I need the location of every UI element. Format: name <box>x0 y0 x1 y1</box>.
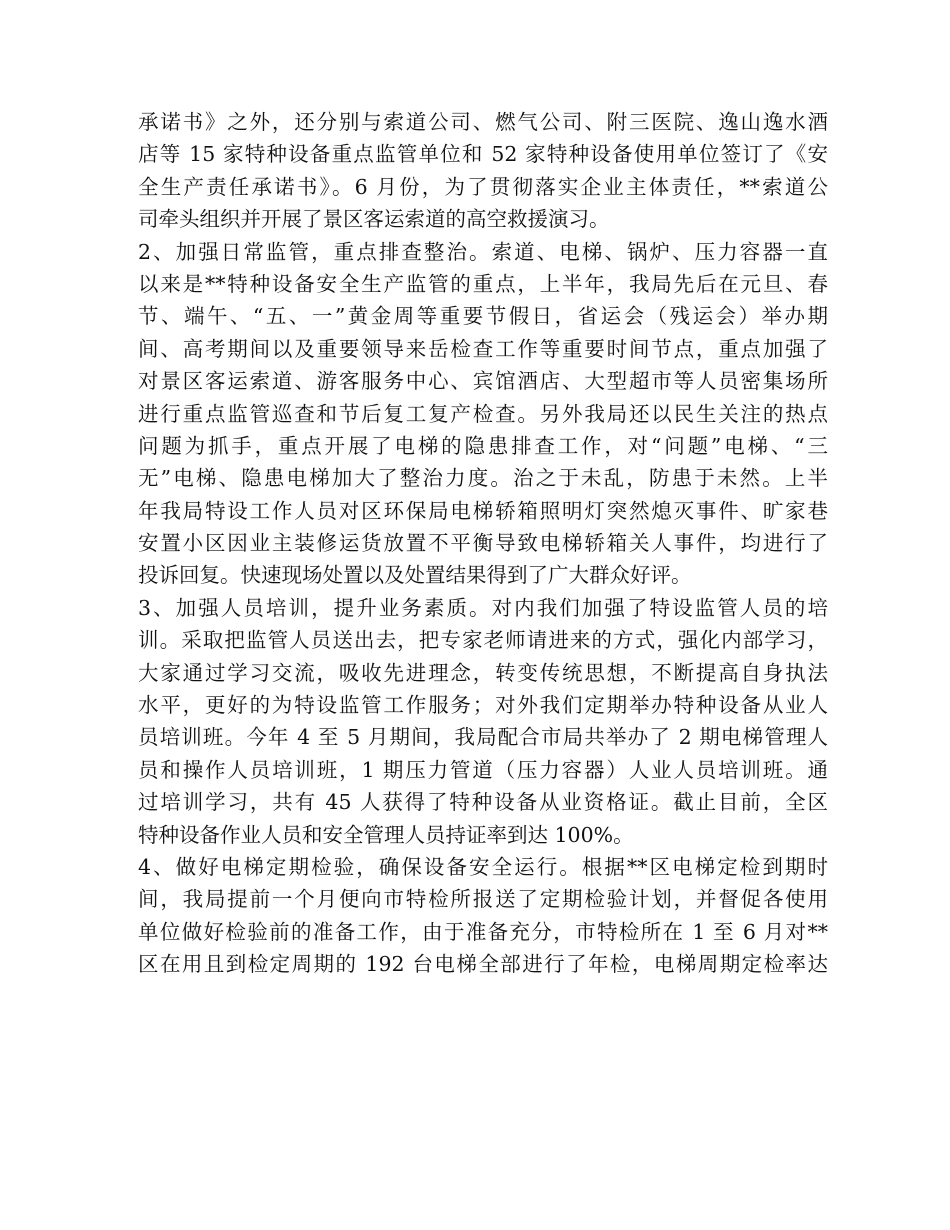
text-line: 2、加强日常监管，重点排查整治。索道、电梯、锅炉、压力容器一直 <box>138 239 828 264</box>
body-text <box>138 106 828 981</box>
text-line: 水平，更好的为特设监管工作服务；对外我们定期举办特种设备从业人 <box>138 693 828 718</box>
text-line: 单位做好检验前的准备工作，由于准备充分，市特检所在 1 至 6 月对** <box>138 919 828 944</box>
paragraph-end-line: 司牵头组织并开展了景区客运索道的高空救援演习。 <box>138 207 610 232</box>
paragraph-end-line: 特种设备作业人员和安全管理人员持证率到达 100%。 <box>138 822 634 847</box>
text-line: 进行重点监管巡查和节后复工复产检查。另外我局还以民生关注的热点 <box>138 401 828 426</box>
text-line: 全生产责任承诺书》。6 月份，为了贯彻落实企业主体责任，**索道公 <box>138 174 828 199</box>
paragraph-end-line: 投诉回复。快速现场处置以及处置结果得到了广大群众好评。 <box>138 563 692 588</box>
text-line: 过培训学习，共有 45 人获得了特种设备从业资格证。截止目前，全区 <box>138 790 828 815</box>
text-line: 对景区客运索道、游客服务中心、宾馆酒店、大型超市等人员密集场所 <box>138 369 828 394</box>
text-line: 3、加强人员培训，提升业务素质。对内我们加强了特设监管人员的培 <box>138 595 828 620</box>
text-line: 员和操作人员培训班，1 期压力管道（压力容器）人业人员培训班。通 <box>138 757 828 782</box>
text-line: 无”电梯、隐患电梯加大了整治力度。治之于未乱，防患于未然。上半 <box>138 466 828 491</box>
text-line: 4、做好电梯定期检验，确保设备安全运行。根据**区电梯定检到期时 <box>138 854 828 879</box>
text-line: 间，我局提前一个月便向市特检所报送了定期检验计划，并督促各使用 <box>138 887 828 912</box>
text-line: 大家通过学习交流，吸收先进理念，转变传统思想，不断提高自身执法 <box>138 660 828 685</box>
text-line: 间、高考期间以及重要领导来岳检查工作等重要时间节点，重点加强了 <box>138 336 828 361</box>
text-line: 以来是**特种设备安全生产监管的重点，上半年，我局先后在元旦、春 <box>138 271 828 296</box>
text-line: 区在用且到检定周期的 192 台电梯全部进行了年检，电梯周期定检率达 <box>138 952 828 977</box>
text-line: 训。采取把监管人员送出去，把专家老师请进来的方式，强化内部学习， <box>138 628 828 653</box>
text-line: 店等 15 家特种设备重点监管单位和 52 家特种设备使用单位签订了《安 <box>138 142 828 167</box>
text-line: 问题为抓手，重点开展了电梯的隐患排查工作，对“问题”电梯、“三 <box>138 433 828 458</box>
text-line: 安置小区因业主装修运货放置不平衡导致电梯轿箱关人事件，均进行了 <box>138 531 828 556</box>
text-line: 员培训班。今年 4 至 5 月期间，我局配合市局共举办了 2 期电梯管理人 <box>138 725 828 750</box>
text-line: 承诺书》之外，还分别与索道公司、燃气公司、附三医院、逸山逸水酒 <box>138 110 828 134</box>
text-line: 年我局特设工作人员对区环保局电梯轿箱照明灯突然熄灭事件、旷家巷 <box>138 498 828 523</box>
text-line: 节、端午、“五、一”黄金周等重要节假日，省运会（残运会）举办期 <box>138 304 828 329</box>
